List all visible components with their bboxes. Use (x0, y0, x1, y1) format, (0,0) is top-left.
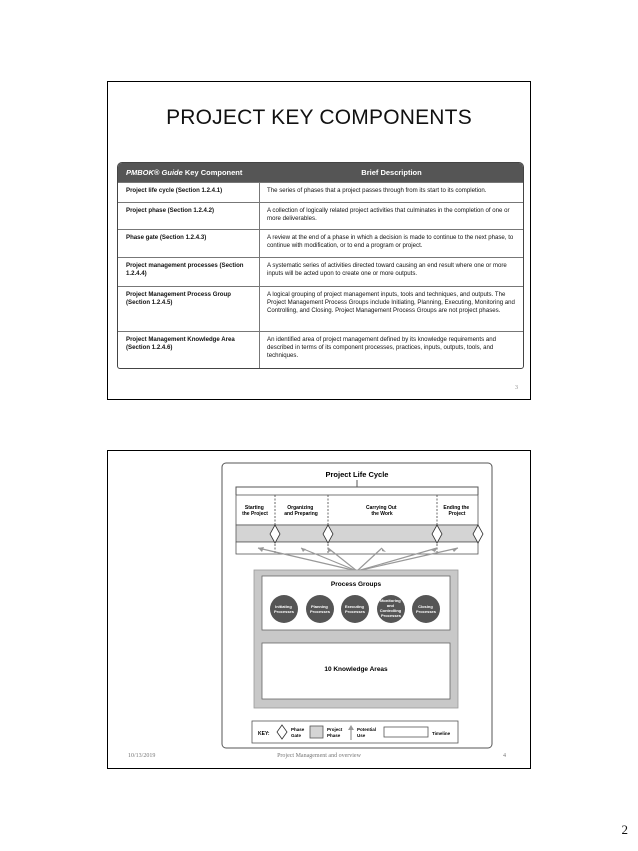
page-number: 2 (621, 822, 628, 837)
table-row (118, 286, 523, 331)
row-description: A review at the end of a phase in which a decision is made to continue to the next phase, to continue with modification, or to end a program or project. (267, 234, 514, 249)
phase-band (236, 495, 478, 525)
row-component: Project management processes (Section 1.2.4.4) (118, 258, 260, 286)
slide-number: 3 (515, 385, 518, 391)
phase-label-starting: Starting the Project (242, 505, 268, 517)
table-row (118, 331, 523, 368)
footer-title: Project Management and overview (277, 753, 361, 759)
footer-date: 10/13/2019 (128, 753, 156, 759)
slide-key-components (107, 81, 531, 400)
diagram-title: Project Life Cycle (325, 470, 389, 479)
slide-life-cycle-diagram (107, 450, 531, 769)
table-row (118, 182, 523, 202)
process-group-initiating (270, 595, 298, 623)
life-cycle-diagram (108, 451, 532, 770)
key-phase-gate-label: Phase Gate (291, 727, 305, 738)
process-group-planning (306, 595, 334, 623)
row-component: Project life cycle (Section 1.2.4.1) (118, 183, 260, 202)
knowledge-areas-label: 10 Knowledge Areas (324, 666, 388, 673)
row-component: Project Management Knowledge Area (Section 1.2.4.6) (118, 332, 260, 368)
row-description: A logical grouping of project management inputs, tools and techniques, and outputs. The Project Management Process Groups include Initiating, Planning, Executing, Monitoring and Controlling, and Closing. Project Management Process Groups are not project phases. (267, 291, 515, 314)
svg-text:Executing Processes: Executing Processes (344, 604, 366, 614)
phase-label-carrying-out: Carrying Out the Work (366, 505, 397, 517)
key-potential-use-label: Potential Use (357, 727, 377, 738)
slide-title: PROJECT KEY COMPONENTS (166, 106, 472, 129)
table-row (118, 202, 523, 229)
row-description: The series of phases that a project passes through from its start to its completion. (267, 187, 487, 194)
header-component-rest: Key Component (182, 168, 243, 177)
row-component: Project Management Process Group (Section 1.2.4.5) (118, 287, 260, 331)
svg-text:Closing Processes: Closing Processes (415, 604, 437, 614)
table-row (118, 257, 523, 286)
slide-number: 4 (503, 753, 506, 759)
header-description: Brief Description (361, 168, 422, 177)
process-group-monitoring (377, 595, 405, 623)
phase-label-organizing: Organizing and Preparing (284, 505, 318, 517)
key-project-phase-label: Project Phase (327, 727, 343, 738)
process-groups-title: Process Groups (330, 581, 382, 588)
key-label: KEY: (258, 731, 270, 737)
row-description: A collection of logically related project activities that culminates in the completion of one or more deliverables. (267, 207, 510, 222)
row-description: A systematic series of activities directed toward causing an end result where one or more inputs will be acted upon to create one or more outputs. (267, 262, 507, 277)
svg-text:Planning Processes: Planning Processes (309, 604, 331, 614)
key-timeline-label: Timeline (432, 731, 451, 736)
svg-text:Monitoring and: Monitoring and Controlling Processes (379, 598, 402, 618)
phase-label-ending: Ending the Project (443, 505, 470, 517)
row-component: Project phase (Section 1.2.4.2) (118, 203, 260, 229)
svg-text:Initiating Processes: Initiating Processes (273, 604, 295, 614)
key-components-table (117, 162, 524, 369)
table-row (118, 229, 523, 257)
process-group-executing (341, 595, 369, 623)
table-header (118, 163, 523, 182)
key-timeline-icon (384, 727, 428, 737)
key-project-phase-icon (310, 726, 323, 738)
row-component: Phase gate (Section 1.2.4.3) (118, 230, 260, 257)
header-component (118, 168, 260, 177)
header-component-italic: PMBOK® Guide (126, 168, 183, 177)
process-group-closing (412, 595, 440, 623)
row-description: An identified area of project management defined by its knowledge requirements and described in terms of its component processes, practices, inputs, outputs, tools, and techniques. (267, 336, 496, 359)
